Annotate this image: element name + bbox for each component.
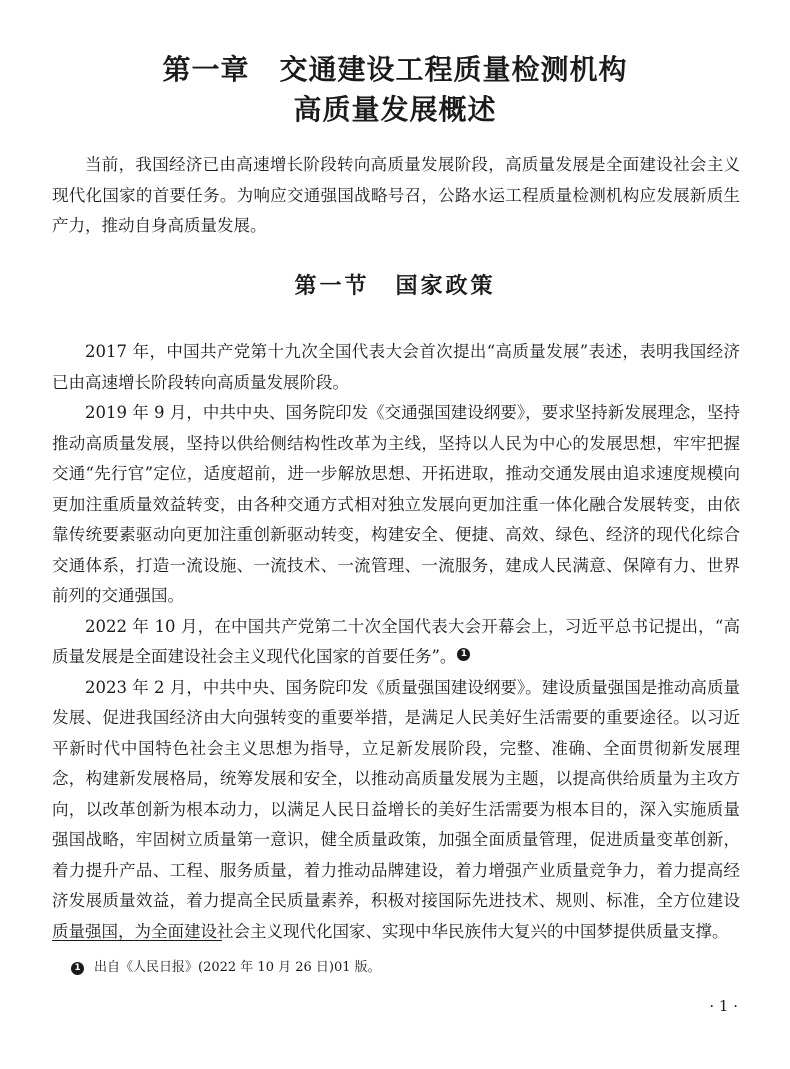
- chapter-title-text: 交通建设工程质量检测机构: [279, 53, 628, 86]
- paragraph-2023: 2023 年 2 月，中共中央、国务院印发《质量强国建设纲要》。建设质量强国是推动高质量发展、促进我国经济由大向强转变的重要举措，是满足人民美好生活需要的重要途径。以习近平新时代中国特色社会主义思想为指导，立足新发展阶段，完整、准确、全面贯彻新发展理念，构建新发展格局，统筹发展和安全，以推动高质量发展为主题，以提高供给质量为主攻方向，以改革创新为根本动力，以满足人民日益增长的美好生活需要为根本目的，深入实施质量强国战略，牢固树立质量第一意识，健全质量政策，加强全面质量管理，促进质量变革创新，着力提升产品、工程、服务质量，着力推动品牌建设，着力增强产业质量竞争力，着力提高经济发展质量效益，着力提高全民质量素养，积极对接国际先进技术、规则、标准，全方位建设质量强国，为全面建设社会主义现代化国家、实现中华民族伟大复兴的中国梦提供质量支撑。: [52, 677, 740, 941]
- paragraph-2022-text: 2022 年 10 月，在中国共产党第二十次全国代表大会开幕会上，习近平总书记提出，“高质量发展是全面建设社会主义现代化国家的首要任务”。: [52, 616, 740, 666]
- main-body: [52, 337, 740, 947]
- footnote-text: 出自《人民日报》(2022 年 10 月 26 日)01 版。: [94, 960, 381, 975]
- intro-block: [52, 150, 740, 242]
- page-number: · 1 ·: [709, 997, 738, 1015]
- chapter-label: 第一章: [162, 53, 250, 86]
- paragraph-2022: [52, 612, 740, 673]
- footnote-reference-mark[interactable]: 1: [457, 648, 470, 661]
- chapter-title-line1: [0, 50, 790, 90]
- footnote: [70, 958, 381, 978]
- section-label: 第一节: [294, 274, 370, 299]
- section-title-text: 国家政策: [395, 274, 496, 299]
- footnote-divider: [52, 940, 222, 941]
- intro-paragraph: 当前，我国经济已由高速增长阶段转向高质量发展阶段，高质量发展是全面建设社会主义现代化国家的首要任务。为响应交通强国战略号召，公路水运工程质量检测机构应发展新质生产力，推动自身高质量发展。: [52, 155, 740, 235]
- chapter-title: [0, 50, 790, 130]
- section-title: [0, 271, 790, 303]
- footnote-mark: 1: [71, 962, 84, 975]
- paragraph-2019: 2019 年 9 月，中共中央、国务院印发《交通强国建设纲要》，要求坚持新发展理念，坚持推动高质量发展，坚持以供给侧结构性改革为主线，坚持以人民为中心的发展思想，牢牢把握交通“先行官”定位，适度超前，进一步解放思想、开拓进取，推动交通发展由追求速度规模向更加注重质量效益转变，由各种交通方式相对独立发展向更加注重一体化融合发展转变，由依靠传统要素驱动向更加注重创新驱动转变，构建安全、便捷、高效、绿色、经济的现代化综合交通体系，打造一流设施、一流技术、一流管理、一流服务，建成人民满意、保障有力、世界前列的交通强国。: [52, 403, 740, 605]
- chapter-title-line2: 高质量发展概述: [293, 93, 497, 126]
- paragraph-2017: 2017 年，中国共产党第十九次全国代表大会首次提出“高质量发展”表述，表明我国经济已由高速增长阶段转向高质量发展阶段。: [52, 342, 740, 392]
